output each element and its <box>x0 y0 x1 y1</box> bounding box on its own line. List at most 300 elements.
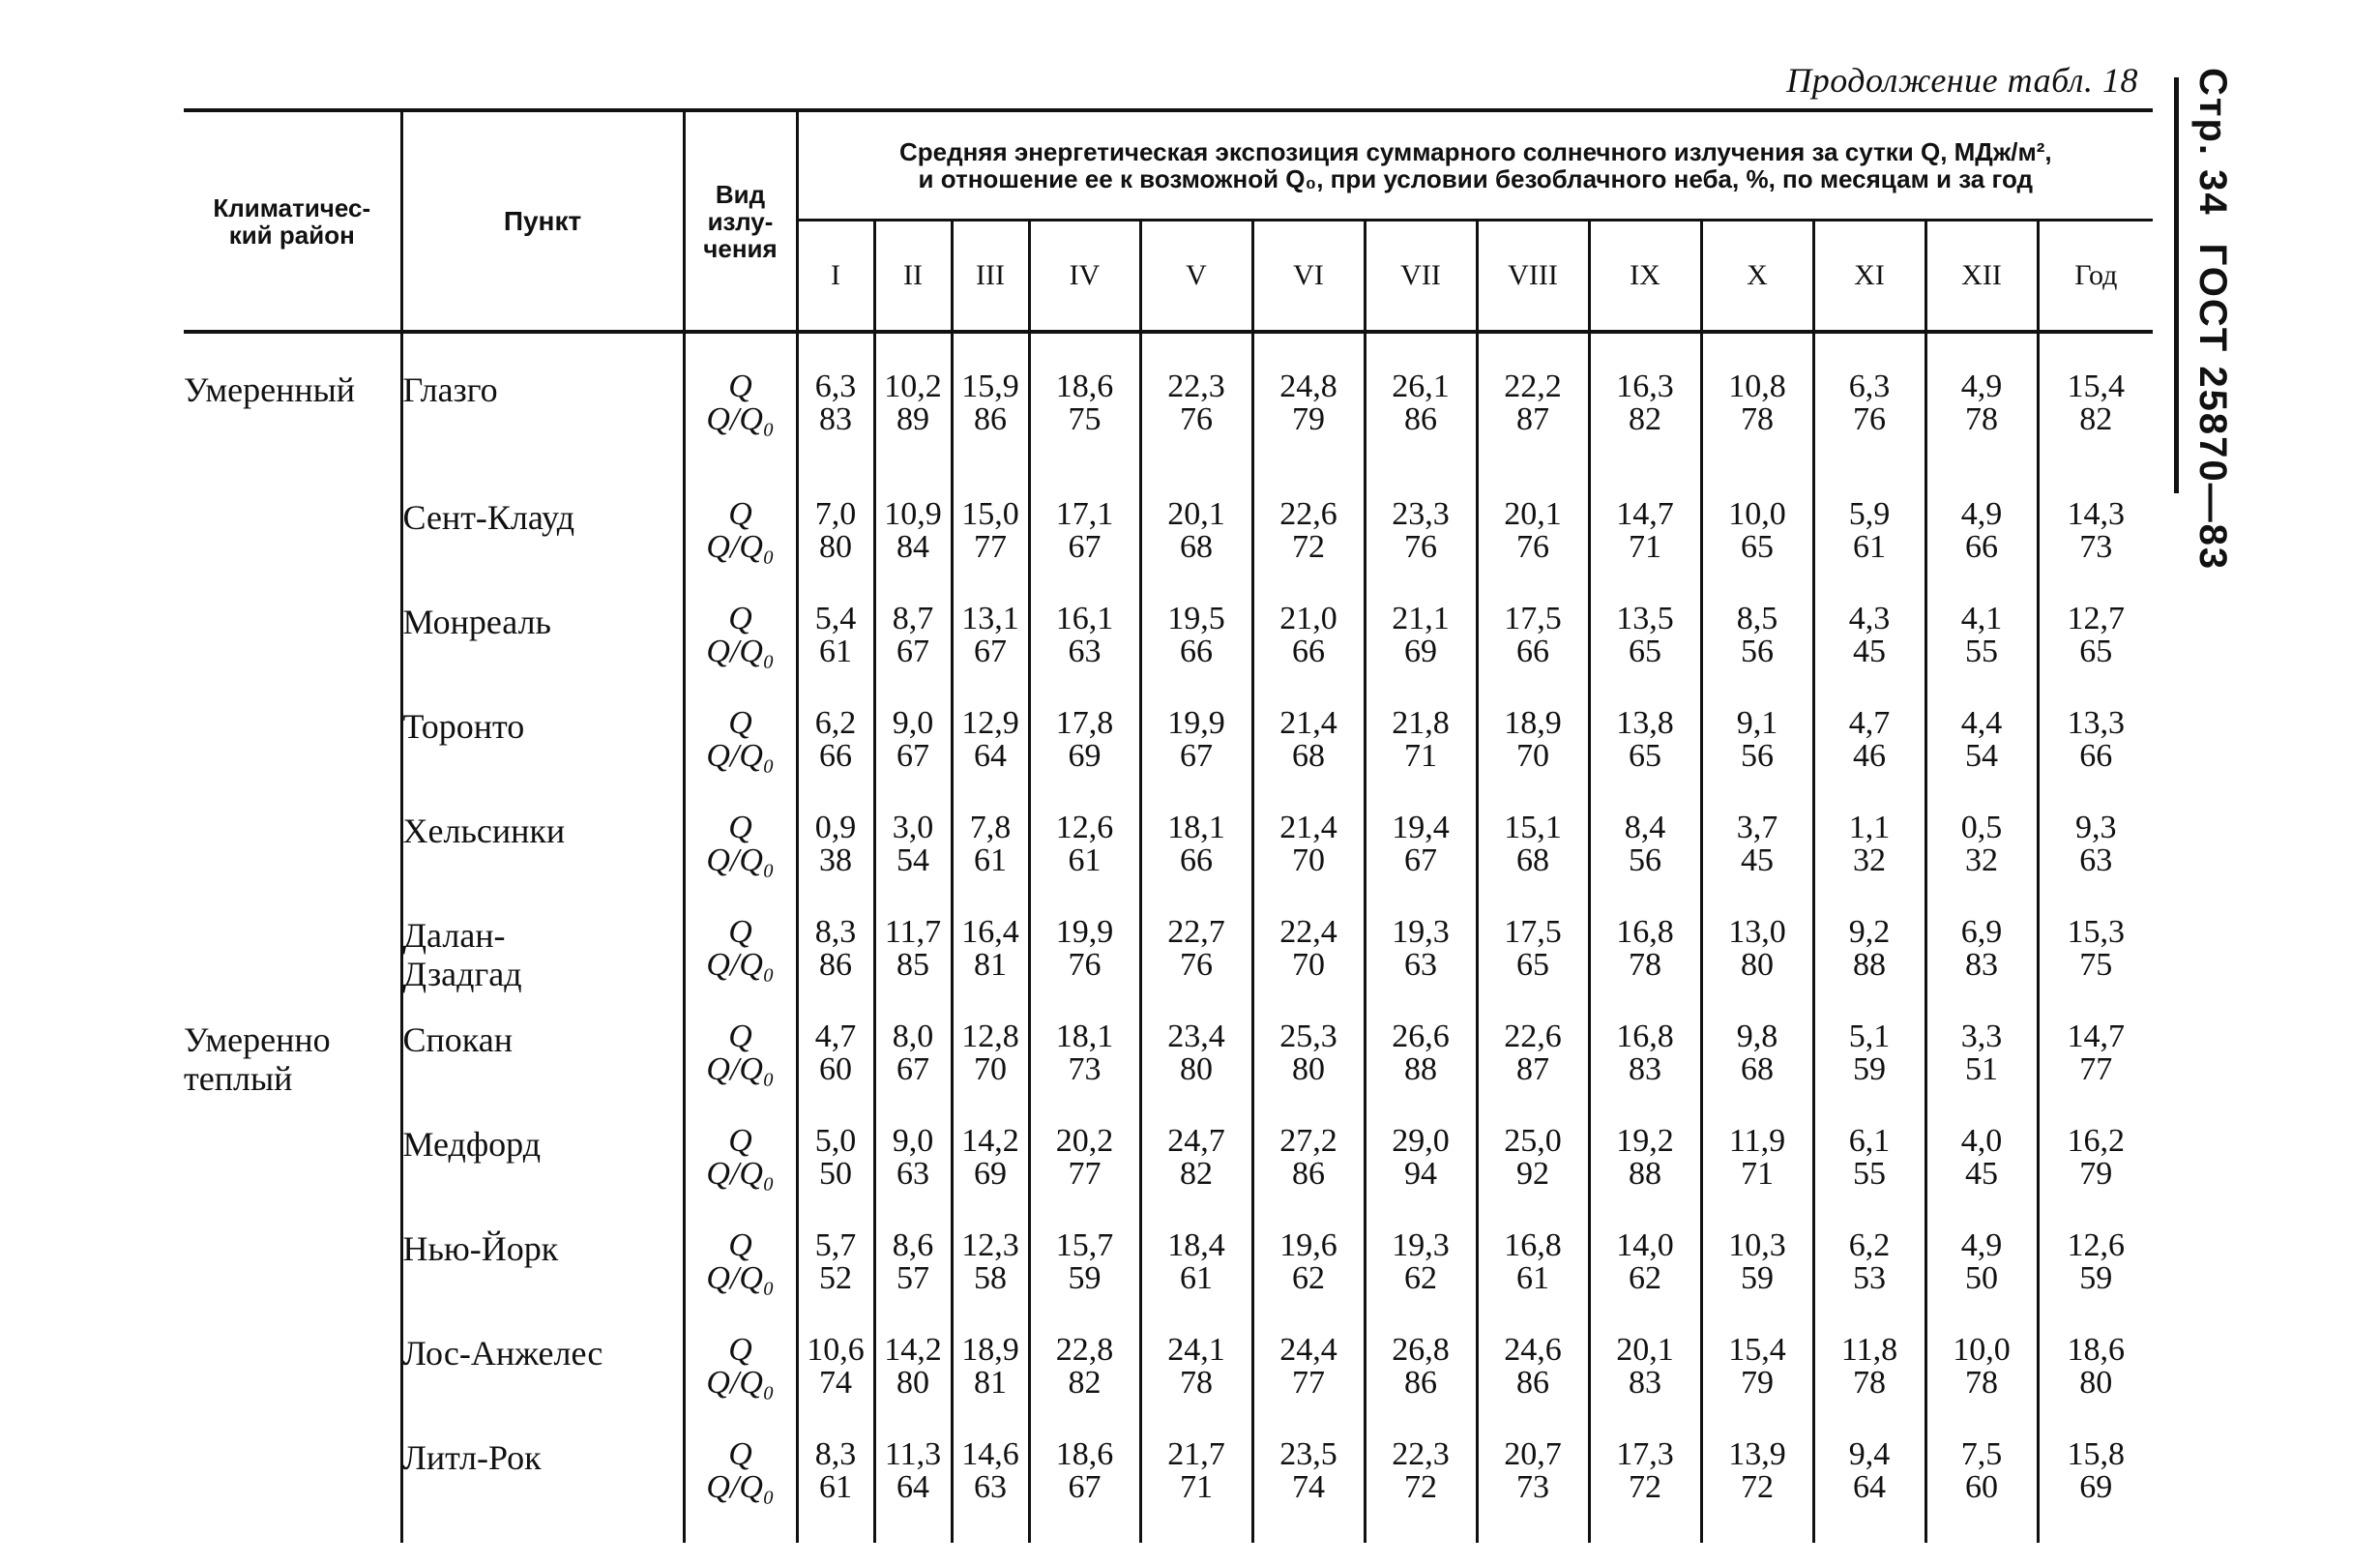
city-cell: Глазго <box>401 332 684 498</box>
q-value: 15,1 <box>1504 810 1562 845</box>
table-row <box>184 812 2153 916</box>
ratio-value: 52 <box>819 1260 852 1296</box>
value-cell <box>1925 1020 2038 1125</box>
value-cell <box>1365 1125 1477 1229</box>
ratio-value: 38 <box>819 842 852 878</box>
ratio-value: 67 <box>896 634 929 669</box>
ratio-value: 70 <box>974 1051 1007 1087</box>
value-cell <box>1813 332 1925 498</box>
ratio-value: 82 <box>1629 401 1661 437</box>
kind-ratio-label: Q/Q₀ <box>706 1156 775 1192</box>
value-cell <box>797 707 874 812</box>
ratio-value: 81 <box>974 1365 1007 1401</box>
ratio-value: 63 <box>974 1469 1007 1505</box>
ratio-value: 68 <box>1180 529 1213 565</box>
value-cell <box>797 1334 874 1438</box>
value-cell <box>1365 498 1477 603</box>
q-value: 14,3 <box>2067 496 2126 532</box>
value-cell <box>1701 1229 1813 1334</box>
value-cell <box>1029 603 1140 707</box>
ratio-value: 71 <box>1741 1156 1774 1192</box>
value-cell <box>1925 603 2038 707</box>
ratio-value: 56 <box>1741 634 1774 669</box>
value-cell <box>874 603 952 707</box>
value-cell <box>1140 603 1252 707</box>
value-cell <box>1252 1125 1365 1229</box>
value-cell <box>1589 812 1701 916</box>
value-cell <box>1029 332 1140 498</box>
ratio-value: 76 <box>1068 947 1102 983</box>
header-month-5: V <box>1140 221 1252 333</box>
value-cell <box>1925 707 2038 812</box>
kind-ratio-label: Q/Q₀ <box>706 634 775 669</box>
ratio-value: 59 <box>1853 1051 1886 1087</box>
q-value: 4,3 <box>1848 601 1891 636</box>
table-row <box>184 1020 2153 1125</box>
ratio-value: 62 <box>1404 1260 1437 1296</box>
ratio-value: 84 <box>896 529 929 565</box>
ratio-value: 55 <box>1853 1156 1886 1192</box>
q-value: 23,5 <box>1279 1436 1337 1472</box>
value-cell <box>1252 1334 1365 1438</box>
value-cell <box>952 812 1029 916</box>
ratio-value: 56 <box>1741 738 1774 774</box>
q-value: 16,2 <box>2067 1123 2126 1159</box>
ratio-value: 79 <box>1292 401 1325 437</box>
q-value: 20,2 <box>1055 1123 1114 1159</box>
ratio-value: 32 <box>1853 842 1886 878</box>
ratio-value: 83 <box>1965 947 1998 983</box>
q-value: 4,9 <box>1960 1227 2003 1263</box>
ratio-value: 46 <box>1853 738 1886 774</box>
q-value: 24,4 <box>1279 1332 1337 1368</box>
table-row <box>184 1125 2153 1229</box>
value-cell <box>1252 498 1365 603</box>
ratio-value: 63 <box>2079 842 2113 878</box>
q-value: 15,0 <box>961 496 1019 532</box>
kind-q-label: Q <box>728 496 752 532</box>
ratio-value: 50 <box>819 1156 852 1192</box>
header-month-11: XI <box>1813 221 1925 333</box>
q-value: 22,8 <box>1055 1332 1114 1368</box>
ratio-value: 76 <box>1180 401 1213 437</box>
table-row <box>184 1229 2153 1334</box>
ratio-value: 86 <box>1404 1365 1437 1401</box>
value-cell <box>1477 1020 1589 1125</box>
value-cell <box>1029 1334 1140 1438</box>
q-value: 16,4 <box>961 914 1019 950</box>
ratio-value: 73 <box>1516 1469 1549 1505</box>
q-value: 12,6 <box>1055 810 1114 845</box>
value-cell <box>874 1229 952 1334</box>
value-cell <box>797 812 874 916</box>
q-value: 24,7 <box>1167 1123 1225 1159</box>
q-value: 26,6 <box>1392 1019 1450 1054</box>
city-cell: Монреаль <box>401 603 684 707</box>
value-cell <box>1140 1125 1252 1229</box>
kind-cell <box>684 332 797 498</box>
value-cell <box>1589 1020 1701 1125</box>
ratio-value: 68 <box>1292 738 1325 774</box>
value-cell <box>1140 332 1252 498</box>
q-value: 29,0 <box>1392 1123 1450 1159</box>
header-month-4: IV <box>1029 221 1140 333</box>
header-group-line2: и отношение ее к возможной Q₀, при условии безоблачного неба, %, по месяцам и за год <box>918 164 2034 193</box>
q-value: 6,3 <box>814 369 857 404</box>
ratio-value: 86 <box>819 947 852 983</box>
ratio-value: 76 <box>1404 529 1437 565</box>
ratio-value: 77 <box>2079 1051 2113 1087</box>
kind-cell <box>684 1334 797 1438</box>
value-cell <box>797 1438 874 1543</box>
q-value: 3,0 <box>892 810 934 845</box>
q-value: 25,3 <box>1279 1019 1337 1054</box>
ratio-value: 87 <box>1516 1051 1549 1087</box>
value-cell <box>1701 498 1813 603</box>
ratio-value: 82 <box>2079 401 2113 437</box>
ratio-value: 78 <box>1741 401 1774 437</box>
region-cell <box>184 1229 401 1334</box>
value-cell <box>1701 1334 1813 1438</box>
kind-q-label: Q <box>728 810 752 845</box>
q-value: 8,0 <box>892 1019 934 1054</box>
value-cell <box>1140 1229 1252 1334</box>
table-row <box>184 707 2153 812</box>
ratio-value: 85 <box>896 947 929 983</box>
value-cell <box>1140 812 1252 916</box>
q-value: 8,4 <box>1624 810 1666 845</box>
value-cell <box>874 916 952 1020</box>
q-value: 8,5 <box>1736 601 1778 636</box>
q-value: 18,1 <box>1055 1019 1114 1054</box>
region-cell <box>184 1438 401 1543</box>
q-value: 14,2 <box>884 1332 942 1368</box>
ratio-value: 62 <box>1292 1260 1325 1296</box>
header-month-3: III <box>952 221 1029 333</box>
kind-cell <box>684 707 797 812</box>
header-month-1: I <box>797 221 874 333</box>
value-cell <box>1252 1438 1365 1543</box>
ratio-value: 53 <box>1853 1260 1886 1296</box>
value-cell <box>1477 603 1589 707</box>
q-value: 21,4 <box>1279 705 1337 741</box>
q-value: 21,8 <box>1392 705 1450 741</box>
city-cell: Торонто <box>401 707 684 812</box>
value-cell <box>1925 1229 2038 1334</box>
value-cell <box>952 1229 1029 1334</box>
region-cell <box>184 498 401 603</box>
city-cell: Литл-Рок <box>401 1438 684 1543</box>
q-value: 18,9 <box>1504 705 1562 741</box>
value-cell <box>1365 332 1477 498</box>
ratio-value: 54 <box>896 842 929 878</box>
q-value: 18,6 <box>1055 1436 1114 1472</box>
continuation-label: Продолжение табл. 18 <box>1786 61 2138 100</box>
ratio-value: 61 <box>819 1469 852 1505</box>
q-value: 20,1 <box>1167 496 1225 532</box>
q-value: 12,6 <box>2067 1227 2126 1263</box>
value-cell <box>1477 1438 1589 1543</box>
kind-q-label: Q <box>728 1019 752 1054</box>
q-value: 13,3 <box>2067 705 2126 741</box>
ratio-value: 64 <box>974 738 1007 774</box>
ratio-value: 82 <box>1068 1365 1102 1401</box>
ratio-value: 66 <box>1180 634 1213 669</box>
value-cell <box>1365 707 1477 812</box>
value-cell <box>952 1020 1029 1125</box>
value-cell <box>1813 916 1925 1020</box>
value-cell <box>1813 1020 1925 1125</box>
ratio-value: 78 <box>1629 947 1661 983</box>
value-cell <box>797 1020 874 1125</box>
q-value: 9,1 <box>1736 705 1778 741</box>
kind-ratio-label: Q/Q₀ <box>706 842 775 878</box>
ratio-value: 64 <box>896 1469 929 1505</box>
city-cell: Лос-Анжелес <box>401 1334 684 1438</box>
q-value: 9,0 <box>892 705 934 741</box>
region-cell <box>184 707 401 812</box>
q-value: 20,1 <box>1616 1332 1674 1368</box>
ratio-value: 50 <box>1965 1260 1998 1296</box>
q-value: 10,2 <box>884 369 942 404</box>
value-cell <box>1701 603 1813 707</box>
value-cell <box>1589 707 1701 812</box>
value-cell <box>2038 1438 2153 1543</box>
value-cell <box>1477 1334 1589 1438</box>
q-value: 4,0 <box>1960 1123 2003 1159</box>
header-month-2: II <box>874 221 952 333</box>
ratio-value: 45 <box>1853 634 1886 669</box>
ratio-value: 61 <box>1068 842 1102 878</box>
q-value: 9,0 <box>892 1123 934 1159</box>
value-cell <box>1925 498 2038 603</box>
q-value: 21,7 <box>1167 1436 1225 1472</box>
q-value: 9,3 <box>2075 810 2117 845</box>
q-value: 15,4 <box>1728 1332 1786 1368</box>
solar-radiation-table <box>184 108 2153 1543</box>
kind-cell <box>684 1229 797 1334</box>
q-value: 11,3 <box>884 1436 942 1472</box>
region-cell <box>184 603 401 707</box>
q-value: 25,0 <box>1504 1123 1562 1159</box>
q-value: 5,7 <box>814 1227 857 1263</box>
table-row <box>184 916 2153 1020</box>
value-cell <box>952 332 1029 498</box>
ratio-value: 66 <box>1180 842 1213 878</box>
value-cell <box>1589 1125 1701 1229</box>
ratio-value: 63 <box>896 1156 929 1192</box>
value-cell <box>1365 1438 1477 1543</box>
q-value: 7,5 <box>1960 1436 2003 1472</box>
ratio-value: 80 <box>819 529 852 565</box>
side-standard: ГОСТ 25870—83 <box>2191 243 2234 572</box>
value-cell <box>2038 1020 2153 1125</box>
ratio-value: 69 <box>1404 634 1437 669</box>
value-cell <box>797 498 874 603</box>
value-cell <box>1813 603 1925 707</box>
header-month-9: IX <box>1589 221 1701 333</box>
value-cell <box>1813 498 1925 603</box>
q-value: 13,5 <box>1616 601 1674 636</box>
value-cell <box>1477 707 1589 812</box>
q-value: 12,9 <box>961 705 1019 741</box>
kind-ratio-label: Q/Q₀ <box>706 529 775 565</box>
ratio-value: 71 <box>1629 529 1661 565</box>
value-cell <box>1589 1438 1701 1543</box>
ratio-value: 88 <box>1629 1156 1661 1192</box>
value-cell <box>2038 1125 2153 1229</box>
ratio-value: 75 <box>1068 401 1102 437</box>
value-cell <box>1813 1334 1925 1438</box>
header-month-6: VI <box>1252 221 1365 333</box>
q-value: 5,1 <box>1848 1019 1891 1054</box>
value-cell <box>1589 498 1701 603</box>
value-cell <box>2038 498 2153 603</box>
value-cell <box>1589 1229 1701 1334</box>
kind-cell <box>684 498 797 603</box>
q-value: 13,8 <box>1616 705 1674 741</box>
ratio-value: 61 <box>1180 1260 1213 1296</box>
ratio-value: 67 <box>1068 1469 1102 1505</box>
q-value: 13,9 <box>1728 1436 1786 1472</box>
value-cell <box>797 603 874 707</box>
q-value: 18,9 <box>961 1332 1019 1368</box>
table-row <box>184 1334 2153 1438</box>
value-cell <box>1701 812 1813 916</box>
value-cell <box>1029 1020 1140 1125</box>
value-cell <box>1029 812 1140 916</box>
value-cell <box>1140 1438 1252 1543</box>
q-value: 19,5 <box>1167 601 1225 636</box>
region-cell <box>184 916 401 1020</box>
ratio-value: 63 <box>1404 947 1437 983</box>
ratio-value: 72 <box>1741 1469 1774 1505</box>
q-value: 17,1 <box>1055 496 1114 532</box>
q-value: 23,4 <box>1167 1019 1225 1054</box>
ratio-value: 79 <box>2079 1156 2113 1192</box>
ratio-value: 66 <box>819 738 852 774</box>
ratio-value: 54 <box>1965 738 1998 774</box>
q-value: 22,3 <box>1392 1436 1450 1472</box>
q-value: 21,0 <box>1279 601 1337 636</box>
value-cell <box>1477 332 1589 498</box>
ratio-value: 86 <box>1404 401 1437 437</box>
ratio-value: 68 <box>1741 1051 1774 1087</box>
value-cell <box>874 707 952 812</box>
region-cell <box>184 812 401 916</box>
q-value: 24,1 <box>1167 1332 1225 1368</box>
side-page-number: Стр. 34 <box>2191 68 2234 217</box>
q-value: 4,4 <box>1960 705 2003 741</box>
side-header <box>2176 68 2234 572</box>
q-value: 17,3 <box>1616 1436 1674 1472</box>
q-value: 16,8 <box>1504 1227 1562 1263</box>
value-cell <box>1365 916 1477 1020</box>
ratio-value: 83 <box>1629 1051 1661 1087</box>
ratio-value: 71 <box>1404 738 1437 774</box>
q-value: 16,1 <box>1055 601 1114 636</box>
q-value: 20,7 <box>1504 1436 1562 1472</box>
ratio-value: 61 <box>974 842 1007 878</box>
table-row <box>184 498 2153 603</box>
q-value: 14,7 <box>1616 496 1674 532</box>
value-cell <box>1813 812 1925 916</box>
value-cell <box>1925 1438 2038 1543</box>
value-cell <box>1140 916 1252 1020</box>
value-cell <box>1029 916 1140 1020</box>
value-cell <box>1701 916 1813 1020</box>
value-cell <box>1813 707 1925 812</box>
ratio-value: 69 <box>1068 738 1102 774</box>
kind-ratio-label: Q/Q₀ <box>706 738 775 774</box>
q-value: 22,2 <box>1504 369 1562 404</box>
ratio-value: 80 <box>1741 947 1774 983</box>
value-cell <box>1365 1229 1477 1334</box>
value-cell <box>1813 1438 1925 1543</box>
ratio-value: 72 <box>1629 1469 1661 1505</box>
q-value: 19,3 <box>1392 1227 1450 1263</box>
value-cell <box>952 1438 1029 1543</box>
value-cell <box>1701 332 1813 498</box>
value-cell <box>1365 1334 1477 1438</box>
ratio-value: 77 <box>1068 1156 1102 1192</box>
kind-cell <box>684 1020 797 1125</box>
ratio-value: 74 <box>819 1365 852 1401</box>
header-month-8: VIII <box>1477 221 1589 333</box>
q-value: 10,0 <box>1953 1332 2011 1368</box>
header-group-line1: Средняя энергетическая экспозиция суммарного солнечного излучения за сутки Q, МДж/м², <box>898 137 2052 166</box>
kind-q-label: Q <box>728 369 752 404</box>
q-value: 20,1 <box>1504 496 1562 532</box>
ratio-value: 80 <box>2079 1365 2113 1401</box>
q-value: 6,3 <box>1848 369 1891 404</box>
q-value: 4,1 <box>1960 601 2003 636</box>
ratio-value: 45 <box>1965 1156 1998 1192</box>
ratio-value: 78 <box>1965 401 1998 437</box>
ratio-value: 88 <box>1404 1051 1437 1087</box>
value-cell <box>874 498 952 603</box>
q-value: 19,4 <box>1392 810 1450 845</box>
ratio-value: 57 <box>896 1260 929 1296</box>
q-value: 21,4 <box>1279 810 1337 845</box>
q-value: 5,0 <box>814 1123 857 1159</box>
kind-q-label: Q <box>728 601 752 636</box>
header-month-13: Год <box>2038 221 2153 333</box>
ratio-value: 67 <box>974 634 1007 669</box>
ratio-value: 67 <box>896 1051 929 1087</box>
q-value: 6,2 <box>1848 1227 1891 1263</box>
q-value: 18,6 <box>1055 369 1114 404</box>
ratio-value: 66 <box>1516 634 1549 669</box>
value-cell <box>797 916 874 1020</box>
ratio-value: 89 <box>896 401 929 437</box>
value-cell <box>1252 603 1365 707</box>
ratio-value: 64 <box>1853 1469 1886 1505</box>
q-value: 6,9 <box>1960 914 2003 950</box>
value-cell <box>952 1125 1029 1229</box>
ratio-value: 81 <box>974 947 1007 983</box>
ratio-value: 61 <box>819 634 852 669</box>
q-value: 24,6 <box>1504 1332 1562 1368</box>
q-value: 4,9 <box>1960 369 2003 404</box>
value-cell <box>874 1125 952 1229</box>
ratio-value: 94 <box>1404 1156 1437 1192</box>
q-value: 19,9 <box>1167 705 1225 741</box>
q-value: 22,4 <box>1279 914 1337 950</box>
value-cell <box>2038 1229 2153 1334</box>
value-cell <box>1029 1229 1140 1334</box>
kind-ratio-label: Q/Q₀ <box>706 1365 775 1401</box>
